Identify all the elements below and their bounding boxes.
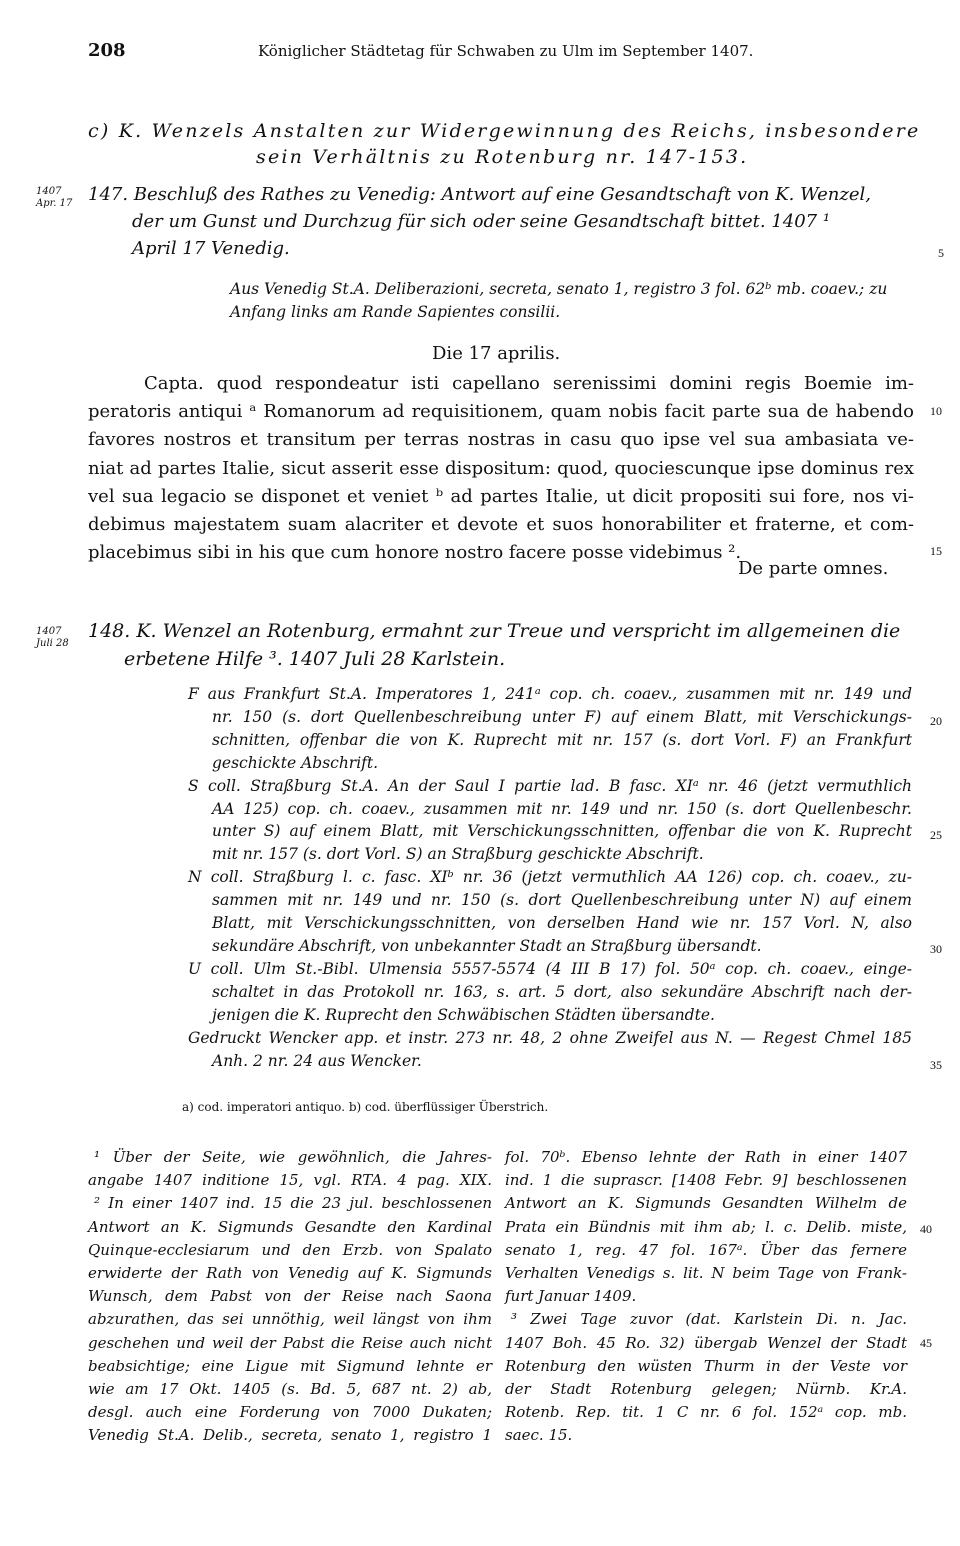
footnote-line: Antwort an K. Sigmunds Gesandten Wilhelm de [505,1194,907,1213]
source-line: nr. 150 (s. dort Quellenbeschreibung unter F) auf einem Blatt, mit Verschickungs- [212,707,912,726]
footnote-line: ² In einer 1407 ind. 15 die 23 jul. beschlossenen [94,1194,492,1213]
footnote-line: erwiderte der Rath von Venedig auf K. Sigmunds [88,1264,492,1283]
section-heading-line2: sein Verhältnis zu Rotenburg nr. 147-153. [256,146,749,168]
source-line: S coll. Straßburg St.A. An der Saul I partie lad. B fasc. XIᵃ nr. 46 (jetzt vermuthlich [188,776,912,795]
doc148-heading-line2: erbetene Hilfe ³. 1407 Juli 28 Karlstein. [124,648,506,670]
source-line: schaltet in das Protokoll nr. 163, s. art. 5 dort, also sekundäre Abschrift nach der- [212,982,912,1001]
footnote-line: Antwort an K. Sigmunds Gesandte den Kardinal [88,1217,492,1236]
footnote-line: beabsichtige; eine Ligue mit Sigmund lehnte er [88,1356,492,1375]
line-number: 15 [930,544,942,558]
footnote-line: geschehen und weil der Pabst die Reise auch nicht [88,1333,492,1352]
doc147-heading-line3: April 17 Venedig. [132,238,290,259]
source-line: geschickte Abschrift. [212,753,379,772]
footnote-line: Prata ein Bündnis mit ihm ab; l. c. Delib. miste, [505,1217,907,1236]
line-number: 10 [930,404,942,418]
footnote-line: desgl. auch eine Forderung von 7000 Dukaten; [88,1403,492,1422]
source-line: unter S) auf einem Blatt, mit Verschickungsschnitten, offenbar die von K. Ruprecht [212,822,912,841]
footnote-line: furt Januar 1409. [505,1287,637,1306]
source-line: F aus Frankfurt St.A. Imperatores 1, 241ᵃ cop. ch. coaev., zusammen mit nr. 149 und [188,685,912,703]
source-line: mit nr. 157 (s. dort Vorl. S) an Straßburg geschickte Abschrift. [212,845,704,864]
line-number: 5 [938,246,944,260]
body-line: Capta. quod respondeatur isti capellano serenissimi domini regis Boemie im- [144,373,914,394]
line-number: 20 [930,714,942,728]
line-number: 30 [930,942,942,956]
doc148-sources [188,683,912,1072]
footnotes-left [88,1146,492,1448]
source-line: jenigen die K. Ruprecht den Schwäbischen Städten übersandte. [212,1005,715,1024]
footnote-line: senato 1, reg. 47 fol. 167ᵃ. Über das fernere [505,1240,907,1259]
footnote-line: der Stadt Rotenburg gelegen; Nürnb. Kr.A. [505,1380,907,1399]
doc148-heading-line1: 148. K. Wenzel an Rotenburg, ermahnt zur Treue und verspricht im allgemeinen die [88,620,901,642]
body-line: debimus majestatem suam alacriter et devote et suos honorabiliter et fraterne, et com- [88,514,914,536]
body-line: peratoris antiqui ᵃ Romanorum ad requisitionem, quam nobis facit parte sua de habendo [88,401,914,423]
margin-date-148: 1407 Juli 28 [36,626,69,649]
body-line: vel sua legacio se disponet et veniet ᵇ ad partes Italie, ut dicit propositi sui fore, nos vi- [88,485,914,507]
line-number: 45 [920,1336,932,1350]
body-line: placebimus sibi in his que cum honore nostro facere posse videbimus ². [88,542,742,564]
variant-notes: a) cod. imperatori antiquo. b) cod. überflüssiger Überstrich. [182,1100,549,1114]
source-line: U coll. Ulm St.-Bibl. Ulmensia 5557-5574 (4 III B 17) fol. 50ᵃ cop. ch. coaev., einge- [188,959,912,978]
footnote-line: saec. 15. [505,1426,573,1445]
doc147-date-line: Die 17 aprilis. [432,343,561,364]
footnote-line: ³ Zwei Tage zuvor (dat. Karlstein Di. n. Jac. [511,1310,907,1329]
line-number: 40 [920,1222,932,1236]
footnotes-right [505,1146,907,1448]
footnote-line: wie am 17 Okt. 1405 (s. Bd. 5, 687 nt. 2) ab, [88,1380,492,1399]
source-line: AA 125) cop. ch. coaev., zusammen mit nr. 149 und nr. 150 (s. dort Quellenbeschr. [212,799,912,818]
footnote-line: Quinque-ecclesiarum und den Erzb. von Spalato [88,1240,492,1259]
doc147-closing: De parte omnes. [738,558,889,579]
body-line: favores nostros et transitum per terras nostras in casu quo ipse vel sua ambasiata ve- [88,429,914,451]
footnote-line: Venedig St.A. Delib., secreta, senato 1, registro 1 [88,1426,492,1445]
line-number: 25 [930,828,942,842]
footnote-line: ind. 1 die suprascr. [1408 Febr. 9] beschlossenen [505,1171,907,1190]
line-number: 35 [930,1058,942,1072]
source-line: schnitten, offenbar die von K. Ruprecht mit nr. 157 (s. dort Vorl. F) an Frankfurt [212,730,912,749]
source-line: Anh. 2 nr. 24 aus Wencker. [212,1051,422,1070]
doc147-heading-line1: 147. Beschluß des Rathes zu Venedig: Antwort auf eine Gesandtschaft von K. Wenzel, [88,184,872,205]
margin-date-147: 1407 Apr. 17 [36,186,73,209]
source-line: N coll. Straßburg l. c. fasc. XIᵇ nr. 36 (jetzt vermuthlich AA 126) cop. ch. coaev., zu- [188,868,912,887]
section-heading-line1: c) K. Wenzels Anstalten zur Widergewinnung des Reichs, insbesondere [88,120,921,142]
footnote-line: abzurathen, das sei unnöthig, weil längst von ihm [88,1310,492,1329]
footnote-line: angabe 1407 inditione 15, vgl. RTA. 4 pag. XIX. [88,1171,492,1190]
footnote-line: fol. 70ᵇ. Ebenso lehnte der Rath in einer 1407 [505,1148,907,1166]
source-line: sammen mit nr. 149 und nr. 150 (s. dort Quellenbeschreibung unter N) auf einem [212,891,912,910]
running-title: Königlicher Städtetag für Schwaben zu Ulm im September 1407. [258,42,754,60]
footnote-line: Rotenburg den wüsten Thurm in der Veste vor [505,1356,907,1375]
source-line: sekundäre Abschrift, von unbekannter Stadt an Straßburg übersandt. [212,936,762,955]
footnote-line: Rotenb. Rep. tit. 1 C nr. 6 fol. 152ᵃ cop. mb. [505,1403,907,1422]
footnote-line: ¹ Über der Seite, wie gewöhnlich, die Jahres- [94,1148,492,1166]
page-number: 208 [88,40,126,61]
footnote-line: 1407 Boh. 45 Ro. 32) übergab Wenzel der Stadt [505,1333,907,1352]
body-line: niat ad partes Italie, sicut asserit esse dispositum: quod, quociescunque ipse dominus rex [88,457,914,479]
footnote-line: Wunsch, dem Pabst von der Reise nach Saona [88,1287,492,1306]
footnote-line: Verhalten Venedigs s. lit. N beim Tage von Frank- [505,1264,907,1283]
doc147-heading-line2: der um Gunst und Durchzug für sich oder seine Gesandtschaft bittet. 1407 ¹ [132,211,831,232]
doc147-source-line2: Anfang links am Rande Sapientes consilii. [230,303,561,321]
source-line: Gedruckt Wencker app. et instr. 273 nr. 48, 2 ohne Zweifel aus N. — Regest Chmel 185 [188,1028,912,1047]
source-line: Blatt, mit Verschickungsschnitten, von derselben Hand wie nr. 157 Vorl. N, also [212,914,912,933]
doc147-body [88,370,914,567]
doc147-source-line1: Aus Venedig St.A. Deliberazioni, secreta, senato 1, registro 3 fol. 62ᵇ mb. coaev.; zu [230,280,888,298]
